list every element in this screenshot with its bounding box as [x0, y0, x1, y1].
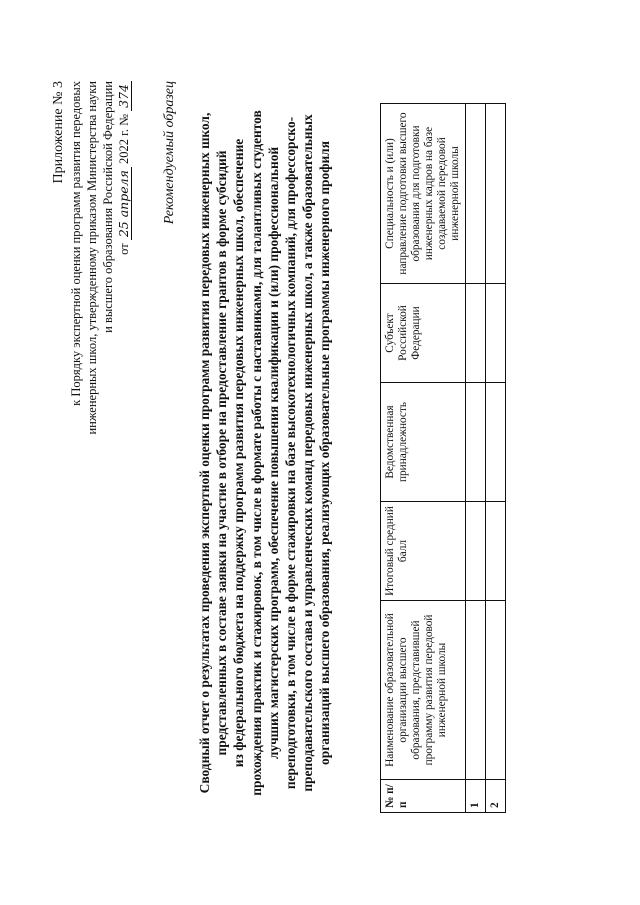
header-federal-subject: Субъект Российской Федерации [381, 283, 466, 382]
report-table [380, 103, 506, 813]
rotated-document-page [50, 73, 590, 833]
title-line: преподавательского состава и управленческих команд передовых инженерных школ, а также образовательных [300, 113, 316, 792]
header-average-score: Итоговый средний балл [381, 501, 466, 600]
appendix-line-1: к Порядку экспертной оценки программ развития передовых [69, 80, 83, 406]
title-line: прохождения практик и стажировок, в том числе в формате работы с наставниками, для талантливых студентов [248, 109, 264, 796]
table-row [466, 103, 486, 812]
date-prefix: от [117, 242, 131, 255]
title-line: организаций высшего образования, реализующих образовательные программы инженерного профиля [317, 140, 333, 765]
table-row [486, 103, 506, 812]
table-cell [486, 600, 506, 779]
order-date-line [116, 81, 132, 551]
table-cell [486, 283, 506, 382]
title-line: Сводный отчет о результатах проведения экспертной оценки программ развития передовых инженерных школ, [197, 112, 212, 793]
header-specialty: Специальность и (или) направление подготовки высшего образования для подготовки инженерных кадров на базе создаваемой передовой инженерной школы [381, 103, 466, 283]
header-departmental-affiliation: Ведомственная принадлежность [381, 382, 466, 501]
row-number: 2 [486, 779, 506, 812]
appendix-number: Приложение № 3 [51, 80, 66, 183]
header-number: № п/п [381, 779, 466, 812]
title-line: представленных в составе заявки на участие в отборе на предоставление грантов в форме субсидий [214, 150, 230, 755]
header-organization: Наименование образовательной организации высшего образования, представившей программу развития передовой инженерной школы [381, 600, 466, 779]
table-cell [486, 103, 506, 283]
table-cell [466, 103, 486, 283]
handwritten-date: 25 апреля [116, 167, 132, 240]
table-cell [466, 501, 486, 600]
handwritten-order-number: 374 [116, 81, 132, 111]
table-cell [466, 382, 486, 501]
table-cell [466, 283, 486, 382]
appendix-line-2: инженерных школ, утвержденному приказом Министерства науки [85, 80, 99, 435]
title-line: переподготовки, в том числе в форме стажировки на базе высокотехнологичных компаний, для профессорско- [283, 116, 299, 789]
table-header-row [381, 103, 466, 812]
appendix-header [50, 81, 132, 551]
table-cell [466, 600, 486, 779]
recommended-sample-label: Рекомендуемый образец [162, 80, 177, 224]
table-cell [486, 382, 506, 501]
table-cell [486, 501, 506, 600]
document-title [196, 73, 334, 833]
title-line: из федерального бюджета на поддержку программ развития передовых инженерных школ, обеспечение [231, 138, 247, 767]
date-suffix: 2022 г. № [117, 113, 131, 164]
row-number: 1 [466, 779, 486, 812]
appendix-line-3: и высшего образования Российской Федерации [101, 80, 115, 333]
title-line: лучших магистерских программ, обеспечение повышения квалификации и (или) профессиональной [265, 146, 281, 759]
